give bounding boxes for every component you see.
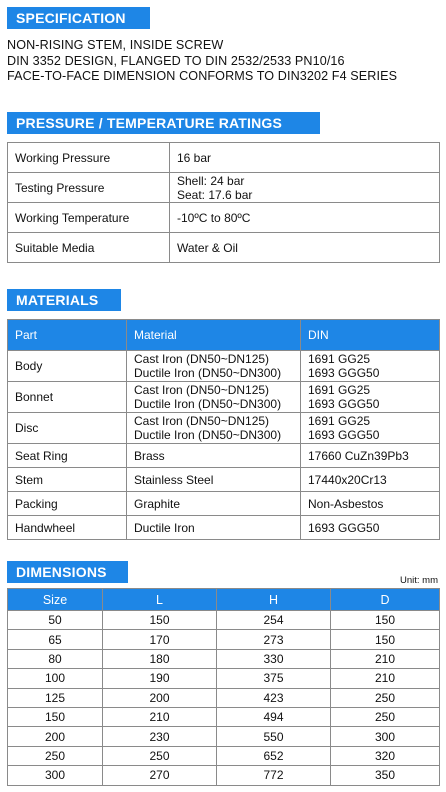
table-row	[8, 382, 440, 413]
table-row	[8, 413, 440, 444]
din-line: 1691 GG25	[308, 352, 371, 366]
pressure-heading: PRESSURE / TEMPERATURE RATINGS	[7, 112, 320, 134]
h-cell: 330	[217, 649, 331, 668]
pressure-value	[170, 173, 440, 203]
dimensions-heading: DIMENSIONS	[7, 561, 128, 583]
din-line: Non-Asbestos	[308, 496, 384, 511]
material-line: Ductile Iron	[134, 520, 195, 535]
h-cell: 652	[217, 746, 331, 765]
table-header-row	[8, 320, 440, 351]
material-part: Packing	[8, 492, 127, 516]
d-cell: 210	[331, 649, 440, 668]
material-line: Stainless Steel	[134, 472, 214, 487]
h-cell: 550	[217, 727, 331, 746]
material-part: Bonnet	[8, 382, 127, 413]
table-row	[8, 649, 440, 668]
spec-line: NON-RISING STEM, INSIDE SCREW	[7, 38, 224, 52]
l-cell: 200	[103, 688, 217, 707]
d-cell: 300	[331, 727, 440, 746]
d-cell: 150	[331, 630, 440, 649]
pressure-value: Water & Oil	[170, 233, 440, 263]
table-row	[8, 611, 440, 630]
size-cell: 150	[8, 707, 103, 726]
h-cell: 273	[217, 630, 331, 649]
d-cell: 150	[331, 611, 440, 630]
material-line: Cast Iron (DN50~DN125)	[134, 383, 270, 397]
d-cell: 320	[331, 746, 440, 765]
h-cell: 772	[217, 766, 331, 785]
d-cell: 250	[331, 707, 440, 726]
d-cell: 250	[331, 688, 440, 707]
column-header: D	[331, 589, 440, 611]
material-name	[127, 468, 301, 492]
table-row	[8, 203, 440, 233]
material-name	[127, 413, 301, 444]
l-cell: 190	[103, 669, 217, 688]
material-line: Ductile Iron (DN50~DN300)	[134, 397, 282, 411]
column-header: L	[103, 589, 217, 611]
l-cell: 210	[103, 707, 217, 726]
table-row	[8, 516, 440, 540]
material-din	[301, 444, 440, 468]
material-din	[301, 492, 440, 516]
table-row	[8, 669, 440, 688]
pressure-value-line: Seat: 17.6 bar	[177, 187, 253, 202]
pressure-label: Working Temperature	[8, 203, 170, 233]
material-name	[127, 382, 301, 413]
l-cell: 250	[103, 746, 217, 765]
table-row	[8, 173, 440, 203]
column-header: Material	[127, 320, 301, 351]
dimensions-table	[7, 588, 440, 786]
material-name	[127, 492, 301, 516]
size-cell: 100	[8, 669, 103, 688]
size-cell: 80	[8, 649, 103, 668]
specification-lines	[7, 38, 397, 85]
l-cell: 150	[103, 611, 217, 630]
material-part: Seat Ring	[8, 444, 127, 468]
column-header: Part	[8, 320, 127, 351]
material-line: Cast Iron (DN50~DN125)	[134, 414, 270, 428]
table-row	[8, 233, 440, 263]
h-cell: 254	[217, 611, 331, 630]
material-name	[127, 516, 301, 540]
material-name	[127, 444, 301, 468]
table-row	[8, 143, 440, 173]
h-cell: 423	[217, 688, 331, 707]
d-cell: 350	[331, 766, 440, 785]
size-cell: 300	[8, 766, 103, 785]
material-din	[301, 351, 440, 382]
material-part: Handwheel	[8, 516, 127, 540]
material-line: Ductile Iron (DN50~DN300)	[134, 428, 282, 442]
pressure-table	[7, 142, 440, 263]
din-line: 1691 GG25	[308, 383, 371, 397]
size-cell: 50	[8, 611, 103, 630]
material-line: Cast Iron (DN50~DN125)	[134, 352, 270, 366]
material-din	[301, 516, 440, 540]
l-cell: 270	[103, 766, 217, 785]
size-cell: 65	[8, 630, 103, 649]
material-name	[127, 351, 301, 382]
table-row	[8, 492, 440, 516]
din-line: 1693 GGG50	[308, 520, 380, 535]
table-row	[8, 746, 440, 765]
l-cell: 170	[103, 630, 217, 649]
materials-table	[7, 319, 440, 540]
pressure-value: -10ºC to 80ºC	[170, 203, 440, 233]
din-line: 17440x20Cr13	[308, 472, 387, 487]
material-din	[301, 468, 440, 492]
table-row	[8, 468, 440, 492]
table-header-row	[8, 589, 440, 611]
size-cell: 125	[8, 688, 103, 707]
column-header: H	[217, 589, 331, 611]
table-row	[8, 444, 440, 468]
materials-heading: MATERIALS	[7, 289, 121, 311]
pressure-value-line: Shell: 24 bar	[177, 173, 245, 188]
pressure-value: 16 bar	[170, 143, 440, 173]
material-part: Stem	[8, 468, 127, 492]
unit-label: Unit: mm	[400, 575, 438, 586]
table-row	[8, 688, 440, 707]
table-row	[8, 630, 440, 649]
material-line: Ductile Iron (DN50~DN300)	[134, 366, 282, 380]
material-part: Disc	[8, 413, 127, 444]
material-din	[301, 382, 440, 413]
h-cell: 494	[217, 707, 331, 726]
din-line: 17660 CuZn39Pb3	[308, 448, 409, 463]
l-cell: 180	[103, 649, 217, 668]
material-part: Body	[8, 351, 127, 382]
size-cell: 200	[8, 727, 103, 746]
column-header: DIN	[301, 320, 440, 351]
din-line: 1693 GGG50	[308, 397, 380, 411]
table-row	[8, 707, 440, 726]
l-cell: 230	[103, 727, 217, 746]
size-cell: 250	[8, 746, 103, 765]
pressure-label: Suitable Media	[8, 233, 170, 263]
pressure-label: Working Pressure	[8, 143, 170, 173]
material-din	[301, 413, 440, 444]
table-row	[8, 766, 440, 785]
specification-heading: SPECIFICATION	[7, 7, 150, 29]
d-cell: 210	[331, 669, 440, 688]
table-row	[8, 727, 440, 746]
h-cell: 375	[217, 669, 331, 688]
spec-line: FACE-TO-FACE DIMENSION CONFORMS TO DIN3202 F4 SERIES	[7, 69, 398, 83]
material-line: Brass	[134, 448, 165, 463]
table-row	[8, 351, 440, 382]
spec-line: DIN 3352 DESIGN, FLANGED TO DIN 2532/2533 PN10/16	[7, 53, 345, 68]
din-line: 1693 GGG50	[308, 428, 380, 442]
pressure-label: Testing Pressure	[8, 173, 170, 203]
din-line: 1693 GGG50	[308, 366, 380, 380]
column-header: Size	[8, 589, 103, 611]
material-line: Graphite	[134, 496, 181, 511]
din-line: 1691 GG25	[308, 414, 371, 428]
